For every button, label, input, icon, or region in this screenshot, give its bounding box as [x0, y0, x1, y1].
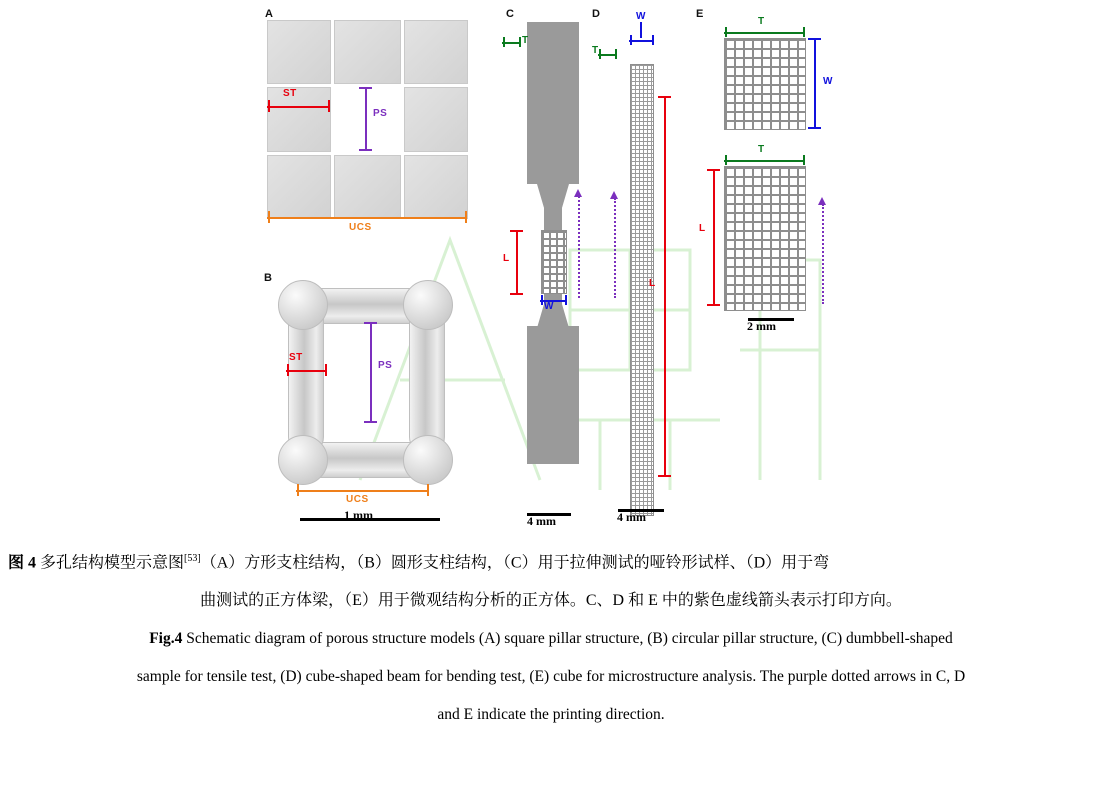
- caption-en-line-3: and E indicate the printing direction.: [437, 706, 665, 724]
- panel-e-l-line: [713, 169, 715, 305]
- panel-e-t-label-top: T: [758, 16, 765, 27]
- panel-b-node: [403, 280, 453, 330]
- panel-d-t-label: T: [592, 45, 599, 56]
- caption-cn-line-2: 曲测试的正方体梁，（E）用于微观结构分析的正方体。C、D 和 E 中的紫色虚线箭头表示打印方向。: [200, 592, 902, 610]
- panel-e-t-tick: [803, 155, 805, 165]
- panel-d-w-label: W: [636, 11, 646, 22]
- caption-en-fig-no: Fig.4: [149, 630, 183, 648]
- panel-e-cube-bottom: [724, 166, 806, 311]
- panel-c-shoulder-top: [527, 44, 579, 184]
- panel-e-l-label: L: [699, 223, 706, 234]
- panel-c-shoulder-bottom: [527, 326, 579, 464]
- panel-a-ucs-line: [267, 217, 466, 219]
- panel-b-st-line: [286, 370, 326, 372]
- panel-b-ps-label: PS: [378, 360, 393, 371]
- panel-b-ps-tick: [364, 322, 377, 324]
- panel-c-taper-top: [537, 184, 569, 208]
- panel-b-letter: B: [264, 272, 272, 284]
- panel-e-t-tick: [803, 27, 805, 37]
- panel-b-st-tick: [325, 364, 327, 376]
- panel-a-block: [404, 155, 468, 219]
- panel-a-ps-label: PS: [373, 108, 388, 119]
- panel-a-block: [267, 87, 331, 152]
- panel-c-w-tick: [565, 295, 567, 305]
- panel-d-l-tick: [658, 96, 671, 98]
- panel-a-ucs-tick: [268, 211, 270, 223]
- caption-en-text-1: Schematic diagram of porous structure models (A) square pillar structure, (B) circular pillar structure, (C) dumbbell-shaped: [186, 630, 953, 648]
- caption-cn-text-a: 多孔结构模型示意图: [40, 554, 185, 572]
- panel-a-st-label: ST: [283, 88, 297, 99]
- panel-b-node: [278, 280, 328, 330]
- panel-e-w-tick: [808, 127, 821, 129]
- panel-a-st-tick: [328, 100, 330, 112]
- panel-d-w-tick: [652, 35, 654, 45]
- panel-e-t-line-bottom: [724, 160, 804, 162]
- panel-e-w-line: [814, 38, 816, 128]
- panel-d-print-arrow: [614, 198, 616, 298]
- panel-b-ucs-tick: [297, 484, 299, 496]
- panel-a-block: [334, 20, 401, 84]
- panel-c-l-label: L: [503, 253, 510, 264]
- panel-d-beam: [630, 64, 654, 516]
- panel-a-ps-tick: [359, 149, 372, 151]
- panel-b-node: [403, 435, 453, 485]
- panel-a-block: [404, 87, 468, 152]
- panel-c-letter: C: [506, 8, 514, 20]
- panel-c-t-tick: [503, 37, 505, 47]
- caption-en-line-2: sample for tensile test, (D) cube-shaped beam for bending test, (E) cube for microstructure analysis. The purple dotted arrows in C, D: [136, 668, 966, 686]
- panel-e-print-arrowhead: [818, 197, 826, 205]
- panel-d-t-tick: [615, 49, 617, 59]
- panel-a-ps-line: [365, 87, 367, 150]
- panel-d-print-arrowhead: [610, 191, 618, 199]
- panel-e-t-tick: [725, 155, 727, 165]
- panel-c-grip-top: [527, 22, 579, 44]
- panel-c-t-tick: [519, 37, 521, 47]
- panel-e-l-tick: [707, 304, 720, 306]
- panel-e-cube-top: [724, 38, 806, 130]
- panel-c-print-arrow: [578, 196, 580, 298]
- panel-e-print-arrow: [822, 204, 824, 304]
- caption-cn-line-1: [0, 540, 1102, 582]
- panel-d-w-leader: [640, 22, 642, 38]
- panel-c-w-tick: [541, 295, 543, 305]
- panel-c-print-arrowhead: [574, 189, 582, 197]
- panel-a-ps-tick: [359, 87, 372, 89]
- panel-a-letter: A: [265, 8, 273, 20]
- panel-c-l-tick: [510, 230, 523, 232]
- caption-cn-ref: [53]: [184, 553, 201, 564]
- panel-b: [258, 272, 488, 507]
- figure-caption: [0, 540, 1102, 734]
- panel-a-block: [334, 155, 401, 219]
- panel-a-st-tick: [268, 100, 270, 112]
- panel-a-st-line: [267, 106, 329, 108]
- panel-a-ucs-tick: [465, 211, 467, 223]
- panel-b-ucs-label: UCS: [346, 494, 369, 505]
- panel-c-w-label: W: [544, 301, 554, 312]
- panel-e-l-tick: [707, 169, 720, 171]
- panel-b-ucs-line: [296, 490, 428, 492]
- panel-c-scale-label: 4 mm: [527, 514, 556, 528]
- panel-d-l-tick: [658, 475, 671, 477]
- caption-en-line-1: [0, 620, 1102, 658]
- panel-d-w-line: [629, 40, 653, 42]
- panel-d-l-label: L: [649, 278, 656, 289]
- panel-b-ucs-tick: [427, 484, 429, 496]
- panel-e-t-tick: [725, 27, 727, 37]
- caption-cn-fig-no: 图 4: [8, 554, 37, 572]
- panel-a-block: [404, 20, 468, 84]
- panel-a-block: [267, 155, 331, 219]
- panel-c-lattice: [541, 230, 567, 294]
- panel-b-scale-label: 1 mm: [344, 508, 373, 522]
- caption-cn-text-b: （A）方形支柱结构，（B）圆形支柱结构，（C）用于拉伸测试的哑铃形试样、（D）用于弯: [200, 554, 830, 572]
- panel-d-l-line: [664, 96, 666, 476]
- panel-b-st-label: ST: [289, 352, 303, 363]
- panel-e-scale-label: 2 mm: [747, 319, 776, 333]
- panel-d-letter: D: [592, 8, 600, 20]
- panel-e-letter: E: [696, 8, 704, 20]
- panel-e-w-label: W: [823, 76, 833, 87]
- panel-e-w-tick: [808, 38, 821, 40]
- panel-a: [265, 8, 470, 233]
- panel-c-t-label: T: [522, 35, 529, 46]
- panel-b-ps-tick: [364, 421, 377, 423]
- panel-e: [692, 8, 872, 338]
- panel-d-t-tick: [599, 49, 601, 59]
- panel-d-scale-label: 4 mm: [617, 510, 646, 524]
- panel-e-t-label-bottom: T: [758, 144, 765, 155]
- panel-c: [500, 8, 590, 523]
- panel-a-ucs-label: UCS: [349, 222, 372, 233]
- panel-c-l-line: [516, 230, 518, 294]
- panel-b-st-tick: [287, 364, 289, 376]
- panel-e-t-line-top: [724, 32, 804, 34]
- panel-b-node: [278, 435, 328, 485]
- panel-c-l-tick: [510, 293, 523, 295]
- panel-d: [592, 8, 682, 523]
- panel-b-ps-line: [370, 322, 372, 422]
- panel-a-block: [267, 20, 331, 84]
- panel-d-w-tick: [630, 35, 632, 45]
